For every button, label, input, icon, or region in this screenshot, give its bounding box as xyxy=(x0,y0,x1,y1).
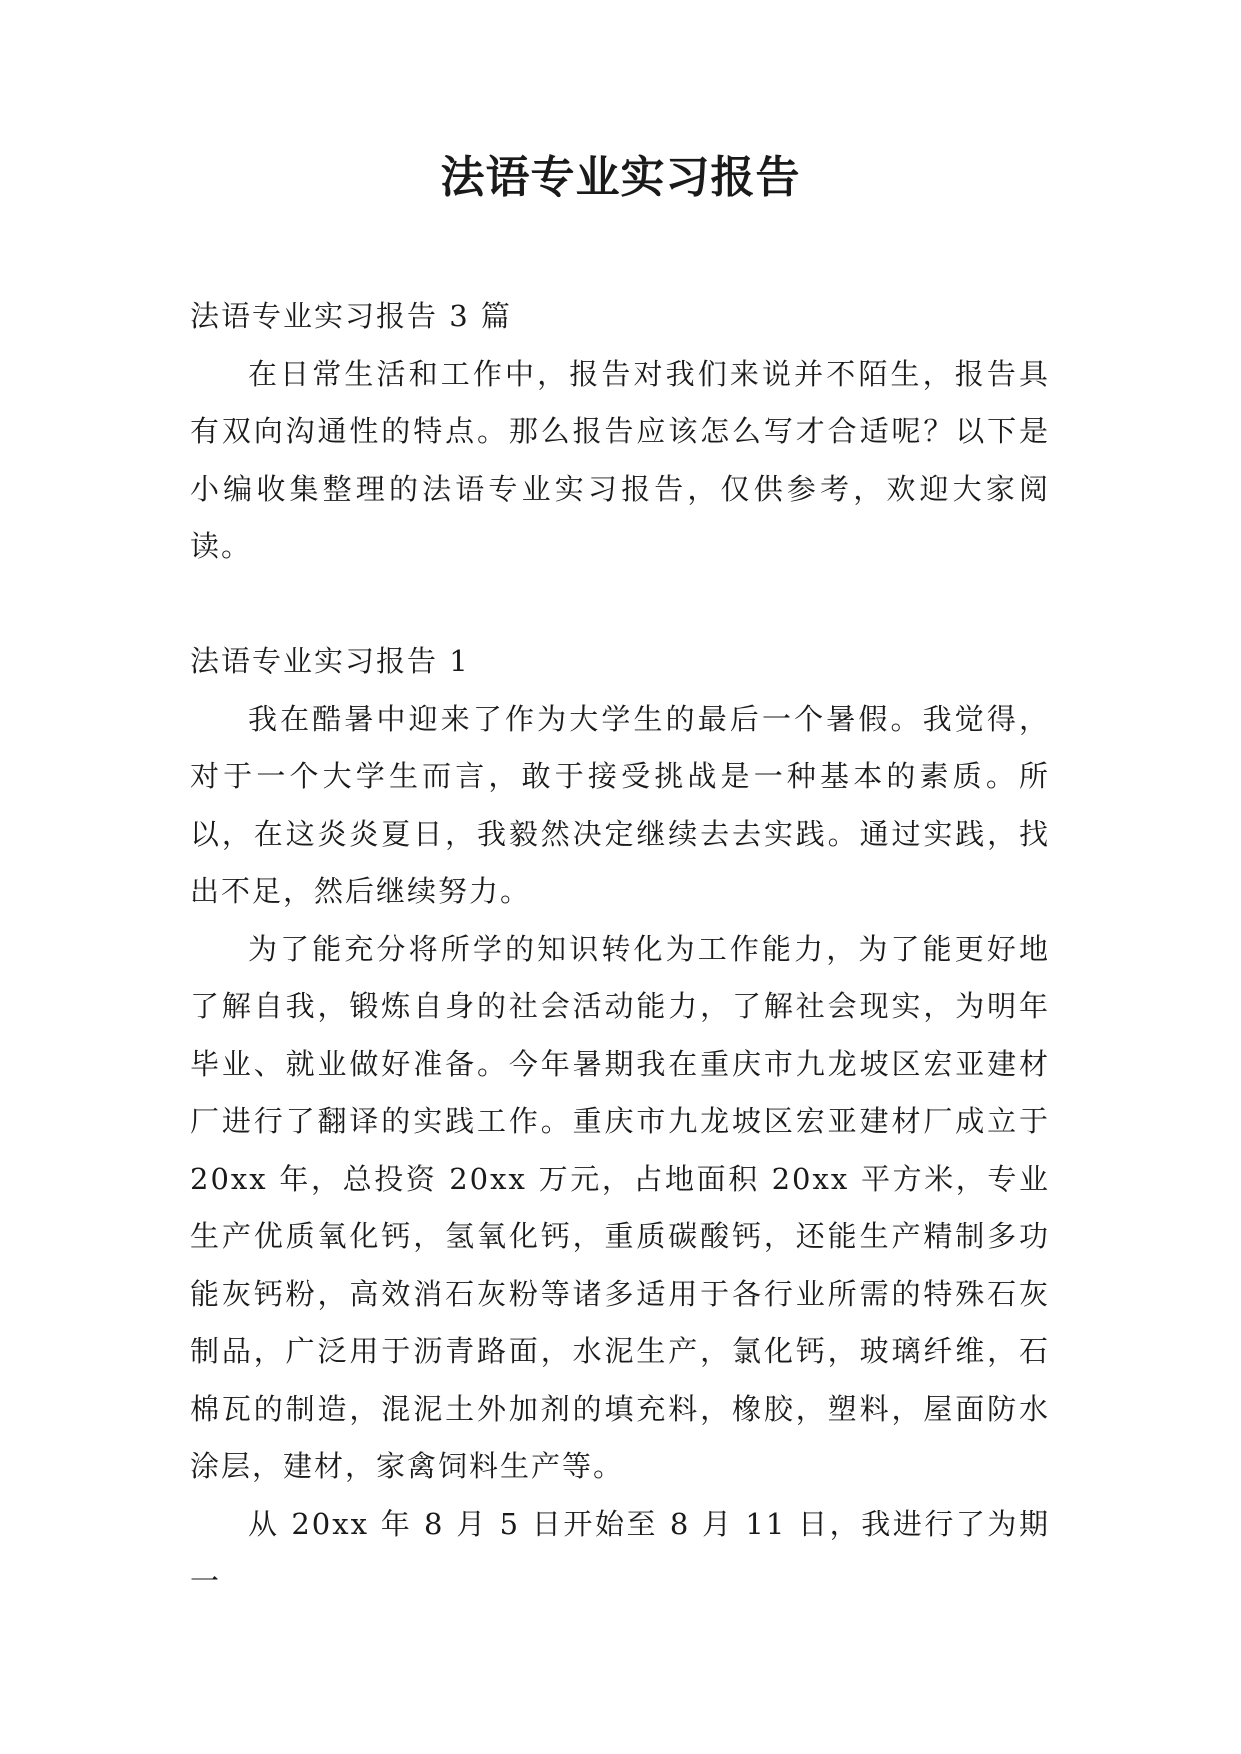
section-spacer xyxy=(190,576,1050,634)
document-body xyxy=(190,288,1050,1611)
intro-paragraph: 在日常生活和工作中，报告对我们来说并不陌生，报告具有双向沟通性的特点。那么报告应该怎么写才合适呢？以下是小编收集整理的法语专业实习报告，仅供参考，欢迎大家阅读。 xyxy=(190,356,1050,563)
document-title: 法语专业实习报告 xyxy=(440,152,801,203)
section-heading: 法语专业实习报告 1 xyxy=(190,644,470,678)
body-paragraph: 从 20xx 年 8 月 5 日开始至 8 月 11 日，我进行了为期一 xyxy=(190,1506,1050,1598)
body-paragraph: 为了能充分将所学的知识转化为工作能力，为了能更好地了解自我，锻炼自身的社会活动能力，了解社会现实，为明年毕业、就业做好准备。今年暑期我在重庆市九龙坡区宏亚建材厂进行了翻译的实践工作。重庆市九龙坡区宏亚建材厂成立于 20xx 年，总投资 20xx 万元，占地面积 20xx 平方米，专业生产优质氧化钙，氢氧化钙，重质碳酸钙，还能生产精制多功能灰钙粉，高效消石灰粉等诸多适用于各行业所需的特殊石灰制品，广泛用于沥青路面，水泥生产，氯化钙，玻璃纤维，石棉瓦的制造，混泥土外加剂的填充料，橡胶，塑料，屋面防水涂层，建材，家禽饲料生产等。 xyxy=(190,931,1050,1483)
body-paragraph: 我在酷暑中迎来了作为大学生的最后一个暑假。我觉得，对于一个大学生而言，敢于接受挑战是一种基本的素质。所以，在这炎炎夏日，我毅然决定继续去去实践。通过实践，找出不足，然后继续努力。 xyxy=(190,701,1050,908)
document-subtitle: 法语专业实习报告 3 篇 xyxy=(190,299,512,333)
